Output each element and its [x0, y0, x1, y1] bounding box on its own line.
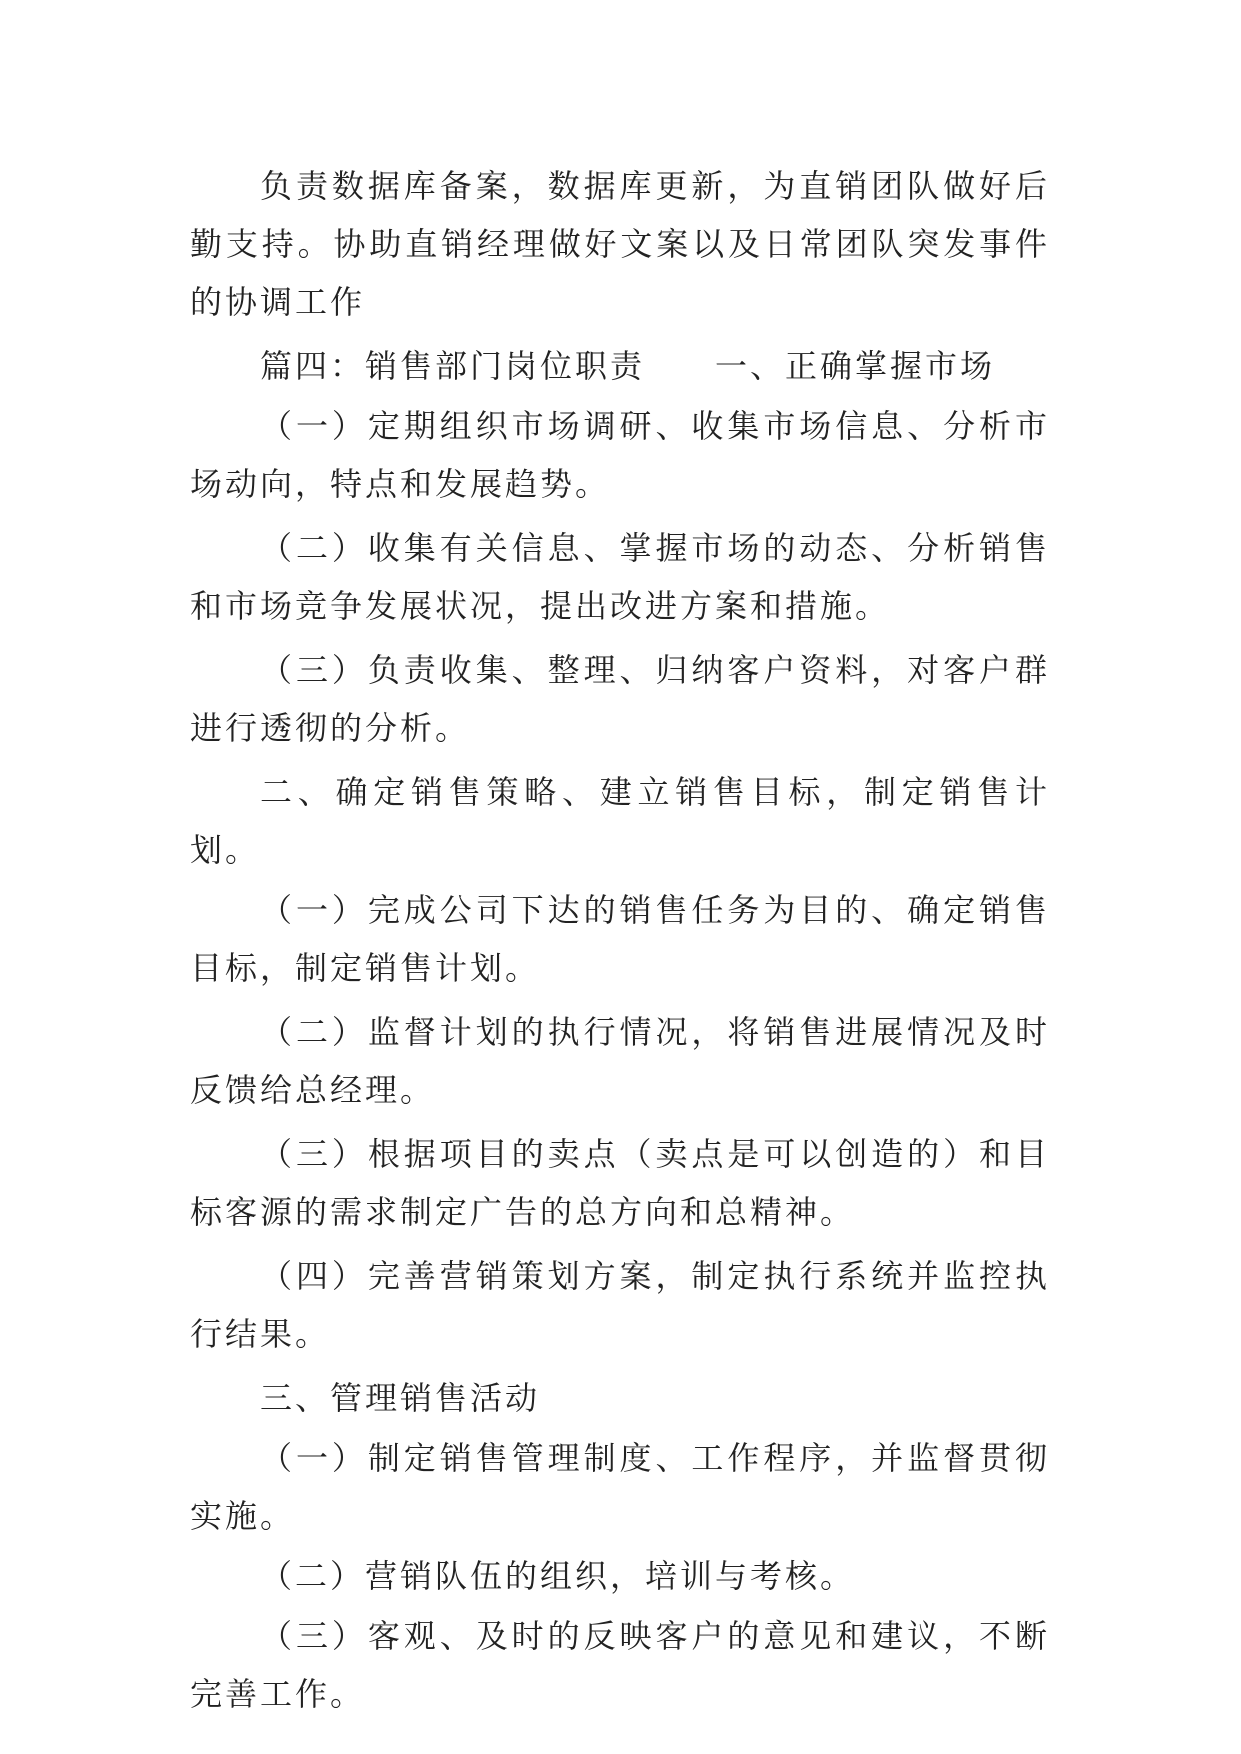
paragraph: （三）客观、及时的反映客户的意见和建议，不断完善工作。	[190, 1617, 1050, 1713]
document-body	[190, 157, 1050, 1729]
paragraph: （三）负责收集、整理、归纳客户资料，对客户群进行透彻的分析。	[190, 651, 1050, 747]
paragraph: （一）完成公司下达的销售任务为目的、确定销售目标，制定销售计划。	[190, 891, 1050, 987]
paragraph: （二）收集有关信息、掌握市场的动态、分析销售和市场竞争发展状况，提出改进方案和措施。	[190, 529, 1050, 625]
section-heading: 篇四：销售部门岗位职责 一、正确掌握市场	[260, 347, 996, 385]
section-heading: 二、确定销售策略、建立销售目标，制定销售计划。	[190, 773, 1050, 869]
paragraph: （三）根据项目的卖点（卖点是可以创造的）和目标客源的需求制定广告的总方向和总精神。	[190, 1135, 1050, 1231]
paragraph: 负责数据库备案，数据库更新，为直销团队做好后勤支持。协助直销经理做好文案以及日常团队突发事件的协调工作	[190, 167, 1050, 321]
section-heading: 三、管理销售活动	[260, 1379, 541, 1417]
paragraph: （二）营销队伍的组织，培训与考核。	[260, 1557, 856, 1595]
paragraph: （四）完善营销策划方案，制定执行系统并监控执行结果。	[190, 1257, 1050, 1353]
paragraph: （一）制定销售管理制度、工作程序，并监督贯彻实施。	[190, 1439, 1050, 1535]
paragraph: （二）监督计划的执行情况，将销售进展情况及时反馈给总经理。	[190, 1013, 1050, 1109]
paragraph: （一）定期组织市场调研、收集市场信息、分析市场动向，特点和发展趋势。	[190, 407, 1050, 503]
